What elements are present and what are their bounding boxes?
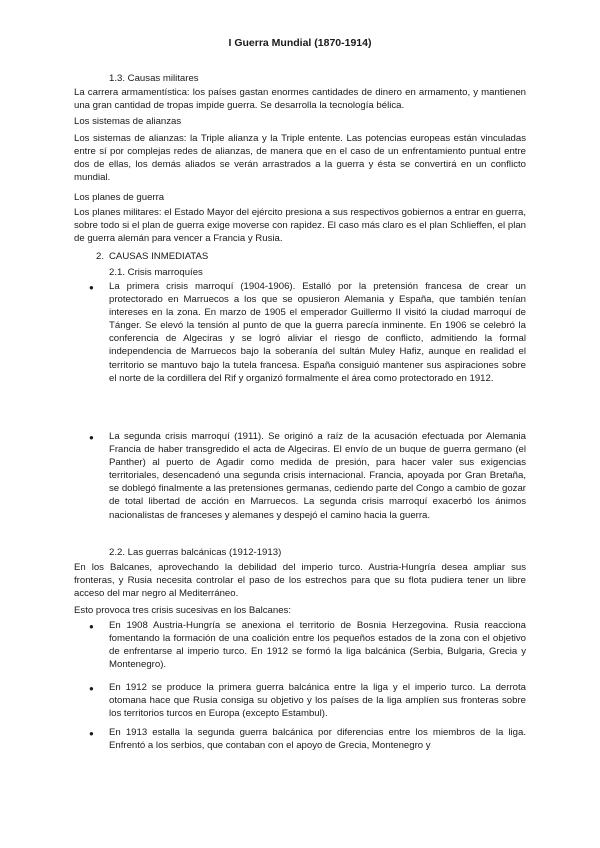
first-balkan-war: En 1912 se produce la primera guerra balcánica entre la liga y el imperio turco. La derrota otomana hace que Rusia consiga su objetivo y los países de la liga amplíen sus fronteras sobre los territorios turcos en Europa (excepto Estambul).	[109, 682, 526, 720]
section-2-heading: CAUSAS INMEDIATAS	[109, 251, 209, 262]
section-2-2-heading: 2.2. Las guerras balcánicas (1912-1913)	[109, 547, 282, 558]
war-plans-paragraph: Los planes militares: el Estado Mayor del ejército presiona a sus respectivos gobiernos a entrar en guerra, sobre todo si el plan de guerra exige moverse con rapidez. El caso más claro es el plan Schlieffen, el plan de guerra alemán para vencer a Francia y Rusia.	[74, 207, 526, 245]
section-2-1-heading: 2.1. Crisis marroquíes	[109, 267, 203, 278]
alliances-heading: Los sistemas de alianzas	[74, 116, 182, 127]
second-moroccan-crisis: La segunda crisis marroquí (1911). Se originó a raíz de la acusación efectuada por Alemania Francia de haber transgredido el acta de Algeciras. El envío de un buque de guerra germano (el Panther) al puerto de Agadir como medida de presión, para hacer valer sus exigencias territoriales, desencadenó una segunda crisis internacional. Francia, apoyada por Gran Bretaña, se doblegó finalmente a las pretensiones germanas, cediendo parte del Congo a cambio de gozar de total libertad de acción en Marruecos. La segunda crisis marroquí exacerbó los ánimos nacionalistas de franceses y alemanes y despejó el camino hacia la guerra.	[109, 431, 526, 521]
alliances-paragraph: Los sistemas de alianzas: la Triple alianza y la Triple entente. Las potencias europeas están vinculadas entre sí por complejas redes de alianzas, de manera que en el caso de un enfrentamiento puntual entre dos de ellas, los demás aliados se verán arrastrados a la guerra y ésta se convertirá en un conflicto mundial.	[74, 133, 526, 184]
bullet-icon: ●	[89, 729, 94, 738]
second-balkan-war: En 1913 estalla la segunda guerra balcánica por diferencias entre los miembros de la liga. Enfrentó a los serbios, que contaban con el apoyo de Grecia, Montenegro y	[109, 727, 526, 752]
bullet-icon: ●	[89, 283, 94, 292]
balkans-crisis-1908: En 1908 Austria-Hungría se anexiona el territorio de Bosnia Herzegovina. Rusia reacciona fomentando la formación de una coalición entre los pequeños estados de la zona con el objetivo de enfrentarse al imperio turco. En 1912 se formó la liga balcánica (Serbia, Bulgaria, Grecia y Montenegro).	[109, 620, 526, 671]
bullet-icon: ●	[89, 622, 94, 631]
section-2-number: 2.	[96, 251, 105, 262]
section-1-3-heading: 1.3. Causas militares	[109, 73, 199, 84]
arms-race-paragraph: La carrera armamentística: los países gastan enormes cantidades de dinero en armamento, y mantienen una gran cantidad de tropas impide guerra. Se desarrolla la tecnología bélica.	[74, 87, 526, 112]
page-title: I Guerra Mundial (1870-1914)	[228, 37, 372, 49]
bullet-icon: ●	[89, 433, 94, 442]
balkans-intro-paragraph: En los Balcanes, aprovechando la debilidad del imperio turco. Austria-Hungría desea ampliar sus fronteras, y Rusia necesita controlar el paso de los estrechos para que su flota pudiera tener un libre acceso del mar negro al Mediterráneo.	[74, 562, 526, 600]
first-moroccan-crisis: La primera crisis marroquí (1904-1906). Estalló por la pretensión francesa de crear un protectorado en Marruecos a los que se opusieron Alemania y España, que también tenían intereses en la zona. En marzo de 1905 el emperador Guillermo II visitó la ciudad marroquí de Tánger. Se elevó la tensión al punto de que la guerra parecía inminente. En 1906 se celebró la conferencia de Algeciras y se logró aliviar el riesgo de conflicto, admitiendo la formal independencia de Marruecos bajo la soberanía del sultán Muley Hafiz, aunque en realidad el territorio se mantuvo bajo la tutela francesa. España consiguió mantener sus aspiraciones sobre el norte de la cordillera del Rif y organizó formalmente el área como protectorado en 1912.	[109, 281, 526, 384]
bullet-icon: ●	[89, 684, 94, 693]
war-plans-heading: Los planes de guerra	[74, 192, 165, 203]
balkans-lead: Esto provoca tres crisis sucesivas en los Balcanes:	[74, 605, 292, 616]
